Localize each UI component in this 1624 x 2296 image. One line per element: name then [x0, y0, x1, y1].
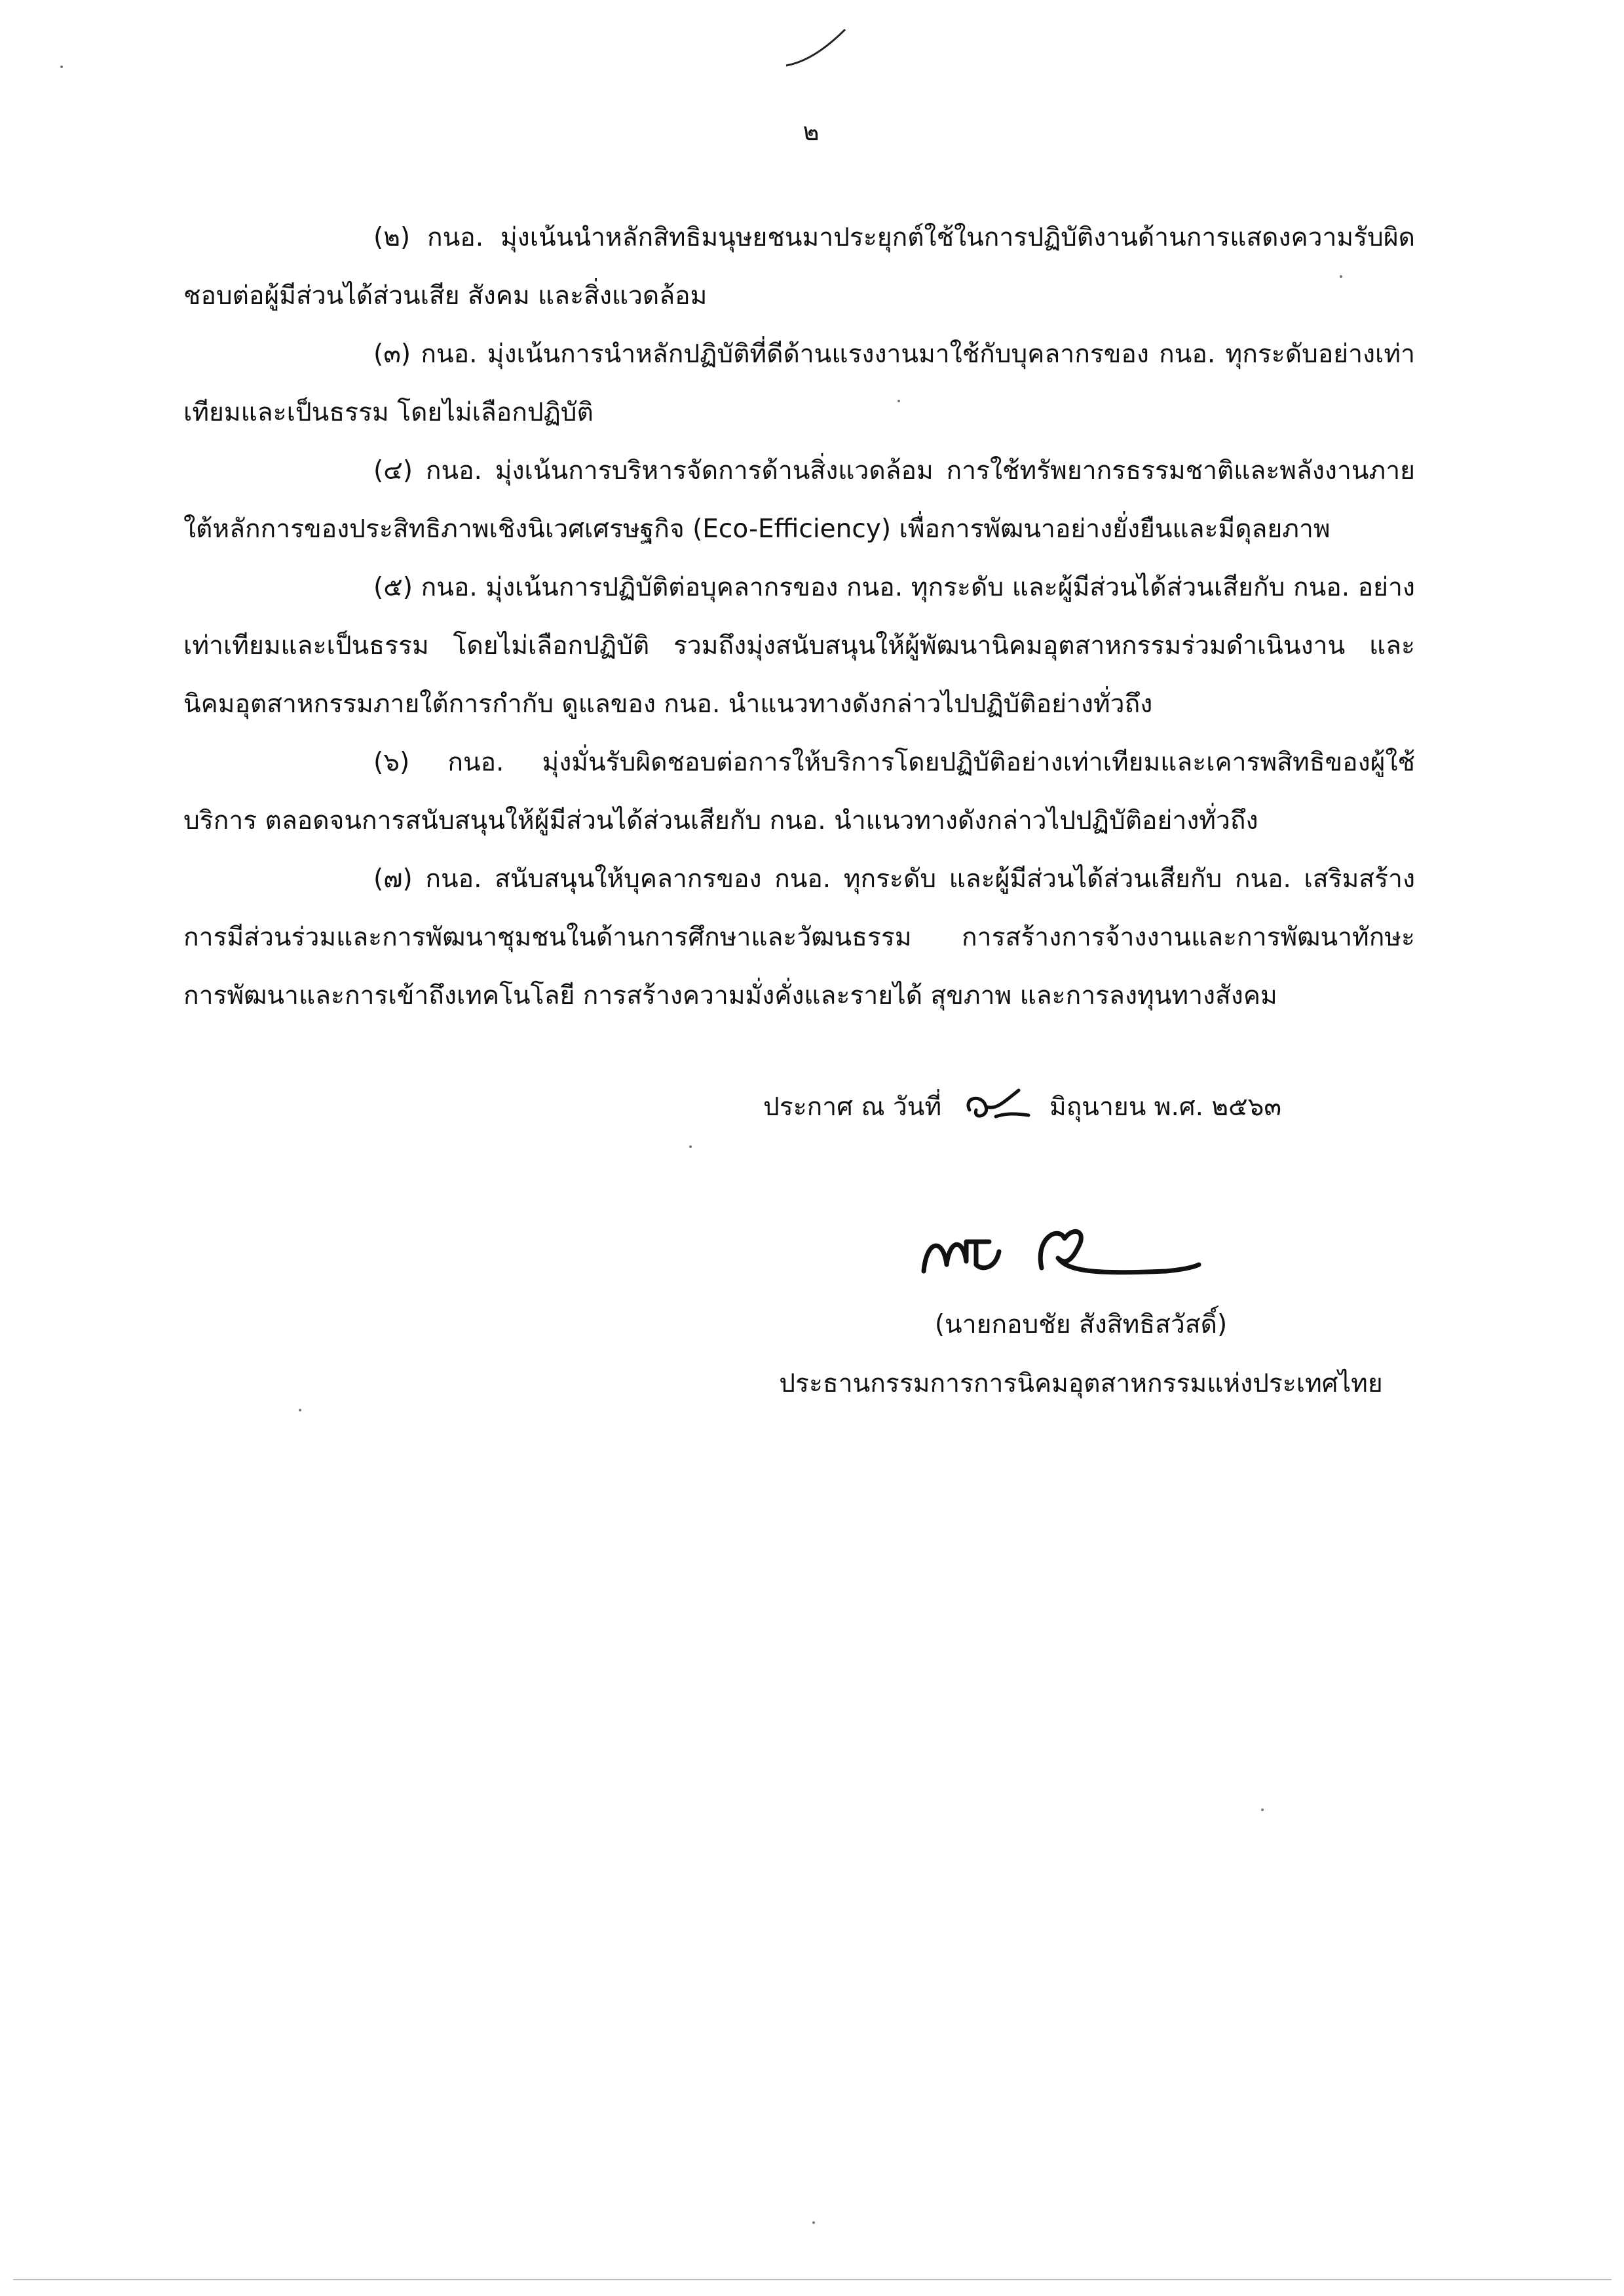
item-text: กนอ. มุ่งเน้นนำหลักสิทธิมนุษยชนมาประยุกต์ใช้ในการปฏิบัติงานด้านการแสดงความรับผิดชอบต่อผู้มีส่วนได้ส่วนเสีย สังคม และสิ่งแวดล้อม [183, 223, 1415, 311]
item-text: กนอ. สนับสนุนให้บุคลากรของ กนอ. ทุกระดับ และผู้มีส่วนได้ส่วนเสียกับ กนอ. เสริมสร้างการมีส่วนร่วมและการพัฒนาชุมชนในด้านการศึกษาและวัฒนธรรม การสร้างการจ้างงานและการพัฒนาทักษะ การพัฒนาและการเข้าถึงเทคโนโลยี การสร้างความมั่งคั่งและรายได้ สุขภาพ และการลงทุนทางสังคม [183, 864, 1415, 1010]
page-number: ๒ [803, 117, 820, 146]
policy-item [183, 442, 1415, 558]
policy-item [183, 558, 1415, 733]
item-number: (๒) [373, 223, 411, 252]
handwritten-day [956, 1084, 1035, 1130]
scan-speck [299, 1409, 301, 1411]
date-suffix: มิถุนายน พ.ศ. ๒๕๖๓ [1049, 1092, 1282, 1122]
scan-speck [689, 1145, 692, 1148]
scan-speck [812, 2221, 815, 2224]
policy-item [183, 208, 1415, 325]
scan-speck [1261, 1808, 1264, 1811]
item-number: (๗) [373, 864, 413, 894]
policy-items [183, 208, 1415, 1025]
pen-tick-mark [780, 26, 852, 79]
signer-name: (นายกอบชัย สังสิทธิสวัสดิ์) [934, 1310, 1228, 1339]
date-prefix: ประกาศ ณ วันที่ [763, 1092, 942, 1122]
item-text: กนอ. มุ่งเน้นการนำหลักปฏิบัติที่ดีด้านแรงงานมาใช้กับบุคลากรของ กนอ. ทุกระดับอย่างเท่าเทียมและเป็นธรรม โดยไม่เลือกปฏิบัติ [183, 339, 1415, 427]
item-text: กนอ. มุ่งเน้นการปฏิบัติต่อบุคลากรของ กนอ. ทุกระดับ และผู้มีส่วนได้ส่วนเสียกับ กนอ. อย่างเท่าเทียมและเป็นธรรม โดยไม่เลือกปฏิบัติ รวมถึงมุ่งสนับสนุนให้ผู้พัฒนานิคมอุตสาหกรรมร่วมดำเนินงาน และนิคมอุตสาหกรรมภายใต้การกำกับ ดูแลของ กนอ. นำแนวทางดังกล่าวไปปฏิบัติอย่างทั่วถึง [183, 573, 1415, 719]
scan-edge-line [13, 2279, 1612, 2280]
item-number: (๕) [373, 573, 413, 602]
signature [917, 1212, 1205, 1284]
scan-speck [60, 66, 63, 68]
policy-item [183, 733, 1415, 850]
scan-speck [897, 400, 900, 402]
signer-title: ประธานกรรมการการนิคมอุตสาหกรรมแห่งประเทศไทย [779, 1369, 1383, 1398]
policy-item [183, 325, 1415, 442]
item-number: (๔) [373, 456, 413, 486]
policy-item [183, 850, 1415, 1025]
item-text: กนอ. มุ่งเน้นการบริหารจัดการด้านสิ่งแวดล้อม การใช้ทรัพยากรธรรมชาติและพลังงานภายใต้หลักการของประสิทธิภาพเชิงนิเวศเศรษฐกิจ (Eco-Efficiency) เพื่อการพัฒนาอย่างยั่งยืนและมีดุลยภาพ [183, 456, 1415, 544]
announcement-date [763, 1084, 1418, 1130]
scan-speck [1340, 275, 1342, 278]
item-text: กนอ. มุ่งมั่นรับผิดชอบต่อการให้บริการโดยปฏิบัติอย่างเท่าเทียมและเคารพสิทธิของผู้ใช้บริการ ตลอดจนการสนับสนุนให้ผู้มีส่วนได้ส่วนเสียกับ กนอ. นำแนวทางดังกล่าวไปปฏิบัติอย่างทั่วถึง [183, 748, 1415, 835]
item-number: (๖) [373, 748, 410, 777]
item-number: (๓) [373, 339, 411, 369]
